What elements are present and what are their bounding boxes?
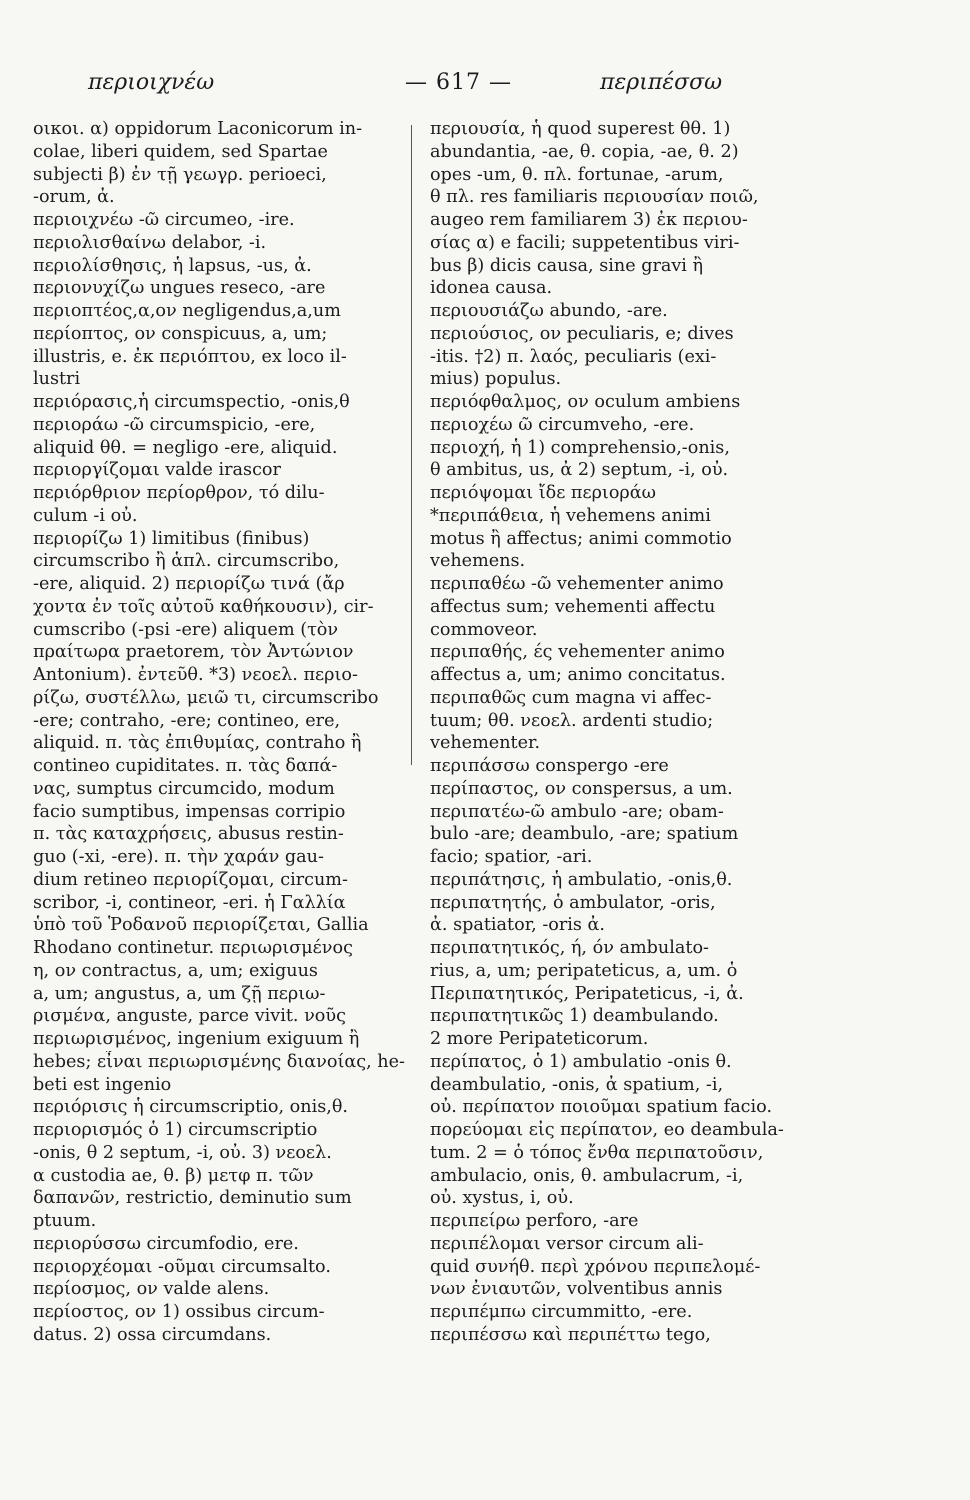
text-line: opes -um, θ. πλ. fortunae, -arum, bbox=[430, 164, 724, 185]
text-line: περιολισθαίνω delabor, -i. bbox=[33, 232, 267, 253]
text-line: περιοργίζομαι valde irascor bbox=[33, 460, 281, 481]
text-line: περιοράω -ῶ circumspicio, -ere, bbox=[33, 414, 316, 435]
text-line: ἀ. spatiator, -oris ἀ. bbox=[430, 915, 606, 936]
text-line: contineo cupiditates. π. τὰς δαπά- bbox=[33, 756, 338, 776]
text-line: abundantia, -ae, θ. copia, -ae, θ. 2) bbox=[430, 141, 739, 162]
text-line: περιπάσσω conspergo -ere bbox=[430, 756, 669, 776]
text-line: χοντα ἐν τοῖς αὐτοῦ καθήκουσιν), cir- bbox=[33, 596, 374, 617]
text-line: guo (-xi, -ere). π. τὴν χαράν gau- bbox=[33, 847, 324, 867]
text-line: dium retineo περιορίζομαι, circum- bbox=[33, 869, 348, 890]
text-line: περιπέλομαι versor circum ali- bbox=[430, 1233, 704, 1254]
text-line: σίας α) e facili; suppetentibus viri- bbox=[430, 232, 740, 253]
text-line: περιορίζω 1) limitibus (finibus) bbox=[33, 528, 310, 549]
text-line: vehementer. bbox=[430, 733, 541, 754]
text-line: οικοι. α) oppidorum Laconicorum in- bbox=[33, 119, 363, 139]
text-line: circumscribo ἢ ἁπλ. circumscribo, bbox=[33, 551, 340, 572]
text-line: cumscribo (-psi -ere) aliquem (τὸν bbox=[33, 619, 339, 640]
text-line: περιωρισμένος, ingenium exiguum ἢ bbox=[33, 1029, 360, 1049]
text-line: ρισμένα, anguste, parce vivit. νοῦς bbox=[33, 1006, 346, 1027]
text-line: περιπατέω-ῶ ambulo -are; obam- bbox=[430, 801, 724, 822]
text-line: περιορύσσω circumfodio, ere. bbox=[33, 1233, 299, 1254]
page-header bbox=[0, 70, 970, 110]
text-line: commoveor. bbox=[430, 619, 538, 640]
page-number: — 617 — bbox=[405, 70, 512, 95]
text-line: idonea causa. bbox=[430, 278, 553, 299]
text-line: περιορχέομαι -οῦμαι circumsalto. bbox=[33, 1256, 331, 1277]
text-line: περιπαθῶς cum magna vi affec- bbox=[430, 687, 712, 708]
header-left-word: περιοιχνέω bbox=[88, 70, 215, 95]
text-line: bus β) dicis causa, sine gravi ἢ bbox=[430, 255, 704, 276]
text-line: περιονυχίζω ungues reseco, -are bbox=[33, 278, 326, 299]
text-line: -onis, θ 2 septum, -i, οὐ. 3) νεοελ. bbox=[33, 1142, 332, 1163]
text-line: πορεύομαι εἰς περίπατον, eo deambula- bbox=[430, 1120, 784, 1140]
text-line: bulo -are; deambulo, -are; spatium bbox=[430, 824, 739, 845]
text-line: facio sumptibus, impensas corripio bbox=[33, 801, 346, 822]
text-line: Περιπατητικός, Peripateticus, -i, ἀ. bbox=[430, 983, 744, 1004]
text-line: tum. 2 = ὁ τόπος ἔνθα περιπατοῦσιν, bbox=[430, 1142, 764, 1163]
left-column bbox=[33, 118, 405, 1418]
text-line: περιπέμπω circummitto, -ere. bbox=[430, 1302, 693, 1322]
text-line: οὐ. xystus, i, οὐ. bbox=[430, 1188, 574, 1209]
text-line: -itis. †2) π. λαός, peculiaris (exi- bbox=[430, 346, 717, 367]
text-line: -ere, aliquid. 2) περιορίζω τινά (ἄρ bbox=[33, 574, 345, 594]
column-divider bbox=[411, 125, 412, 765]
text-line: περίπαστος, ον conspersus, a um. bbox=[430, 778, 733, 799]
text-line: περιουσία, ἡ quod superest θθ. 1) bbox=[430, 119, 731, 139]
text-line: περίοπτος, ον conspicuus, a, um; bbox=[33, 323, 328, 344]
text-line: περιπείρω perforo, -are bbox=[430, 1211, 639, 1231]
text-line: περίπατος, ὁ 1) ambulatio -onis θ. bbox=[430, 1051, 732, 1072]
text-line: ὑπὸ τοῦ Ῥοδανοῦ περιορίζεται, Gallia bbox=[33, 915, 369, 936]
right-column bbox=[430, 118, 813, 1418]
text-line: *περιπάθεια, ἡ vehemens animi bbox=[430, 505, 711, 526]
text-line: περιούσιος, ον peculiaris, e; dives bbox=[430, 323, 734, 344]
text-line: περιοιχνέω -ῶ circumeo, -ire. bbox=[33, 210, 295, 230]
text-line: οὐ. περίπατον ποιοῦμαι spatium facio. bbox=[430, 1097, 773, 1118]
text-line: -orum, ἀ. bbox=[33, 187, 115, 208]
text-line: περιπατητικός, ή, όν ambulato- bbox=[430, 938, 709, 958]
text-line: hebes; εἶναι περιωρισμένης διανοίας, he- bbox=[33, 1051, 405, 1072]
text-line: νας, sumptus circumcido, modum bbox=[33, 778, 335, 799]
text-line: 2 more Peripateticorum. bbox=[430, 1029, 649, 1049]
text-line: ambulacio, onis, θ. ambulacrum, -i, bbox=[430, 1165, 744, 1186]
text-line: ρίζω, συστέλλω, μειῶ τι, circumscribo bbox=[33, 687, 379, 708]
text-line: Antonium). ἐντεῦθ. *3) νεοελ. περιο- bbox=[33, 665, 358, 685]
text-line: η, ον contractus, a, um; exiguus bbox=[33, 960, 318, 981]
text-line: περιπέσσω καὶ περιπέττω tego, bbox=[430, 1324, 711, 1345]
text-line: culum -i οὐ. bbox=[33, 505, 138, 526]
text-line: lustri bbox=[33, 369, 81, 390]
text-line: motus ἢ affectus; animi commotio bbox=[430, 528, 732, 549]
text-line: facio; spatior, -ari. bbox=[430, 847, 593, 867]
text-line: scribor, -i, contineor, -eri. ἡ Γαλλία bbox=[33, 892, 346, 913]
text-line: mius) populus. bbox=[430, 369, 562, 390]
text-line: περιπαθής, ές vehementer animo bbox=[430, 642, 725, 663]
text-line: περιόρασις,ἡ circumspectio, -onis,θ bbox=[33, 392, 350, 412]
text-line: περιοπτέος,α,ον negligendus,a,um bbox=[33, 301, 341, 321]
text-line: datus. 2) ossa circumdans. bbox=[33, 1324, 272, 1345]
text-line: πραίτωρα praetorem, τὸν Ἀντώνιον bbox=[33, 642, 354, 663]
text-line: ptuum. bbox=[33, 1211, 97, 1231]
text-line: περιόρθριον περίορθρον, τό dilu- bbox=[33, 483, 325, 503]
text-line: π. τὰς καταχρήσεις, abusus restin- bbox=[33, 824, 344, 845]
text-line: beti est ingenio bbox=[33, 1074, 172, 1095]
text-line: περιουσιάζω abundo, -are. bbox=[430, 301, 668, 321]
text-line: περιόρισις ἡ circumscriptio, onis,θ. bbox=[33, 1097, 349, 1118]
text-line: rius, a, um; peripateticus, a, um. ὁ bbox=[430, 960, 738, 981]
text-line: quid συνήθ. περὶ χρόνου περιπελομέ- bbox=[430, 1256, 761, 1277]
text-line: deambulatio, -onis, ἀ spatium, -i, bbox=[430, 1074, 724, 1095]
text-line: affectus sum; vehementi affectu bbox=[430, 596, 716, 617]
text-line: vehemens. bbox=[430, 551, 526, 572]
text-line: colae, liberi quidem, sed Spartae bbox=[33, 141, 328, 162]
text-line: Rhodano continetur. περιωρισμένος bbox=[33, 938, 353, 958]
text-line: περιόφθαλμος, ον oculum ambiens bbox=[430, 392, 741, 412]
text-line: aliquid θθ. = negligo -ere, aliquid. bbox=[33, 437, 338, 458]
text-line: tuum; θθ. νεοελ. ardenti studio; bbox=[430, 710, 714, 731]
text-line: περιπάτησις, ἡ ambulatio, -onis,θ. bbox=[430, 869, 733, 890]
text-line: νων ἐνιαυτῶν, volventibus annis bbox=[430, 1279, 723, 1300]
text-line: περιορισμός ὁ 1) circumscriptio bbox=[33, 1120, 318, 1140]
text-line: -ere; contraho, -ere; contineo, ere, bbox=[33, 710, 341, 731]
text-line: περιοχέω ῶ circumveho, -ere. bbox=[430, 414, 695, 435]
text-line: περιπατητής, ὁ ambulator, -oris, bbox=[430, 892, 716, 913]
text-line: illustris, e. ἐκ περιόπτου, ex loco il- bbox=[33, 346, 347, 367]
text-line: περιπατητικῶς 1) deambulando. bbox=[430, 1006, 719, 1027]
text-line: affectus a, um; animo concitatus. bbox=[430, 665, 726, 685]
text-line: περίοστος, ον 1) ossibus circum- bbox=[33, 1302, 325, 1322]
text-line: περιπαθέω -ῶ vehementer animo bbox=[430, 574, 724, 594]
text-line: θ πλ. res familiaris περιουσίαν ποιῶ, bbox=[430, 187, 759, 208]
text-line: α custodia ae, θ. β) μετφ π. τῶν bbox=[33, 1165, 314, 1186]
text-line: augeo rem familiarem 3) ἐκ περιου- bbox=[430, 210, 748, 230]
text-line: δαπανῶν, restrictio, deminutio sum bbox=[33, 1188, 352, 1209]
text-line: θ ambitus, us, ἀ 2) septum, -i, οὐ. bbox=[430, 460, 729, 481]
text-line: subjecti β) ἐν τῇ γεωγρ. perioeci, bbox=[33, 164, 327, 185]
text-line: περιοχή, ἡ 1) comprehensio,-onis, bbox=[430, 437, 730, 458]
header-right-word: περιπέσσω bbox=[600, 70, 723, 95]
text-line: περίοσμος, ον valde alens. bbox=[33, 1279, 270, 1300]
text-line: a, um; angustus, a, um ζῇ περιω- bbox=[33, 983, 326, 1004]
text-line: περιόψομαι ἴδε περιοράω bbox=[430, 483, 656, 503]
text-line: aliquid. π. τὰς ἐπιθυμίας, contraho ἢ bbox=[33, 733, 362, 754]
text-line: περιολίσθησις, ἡ lapsus, -us, ἀ. bbox=[33, 255, 312, 276]
